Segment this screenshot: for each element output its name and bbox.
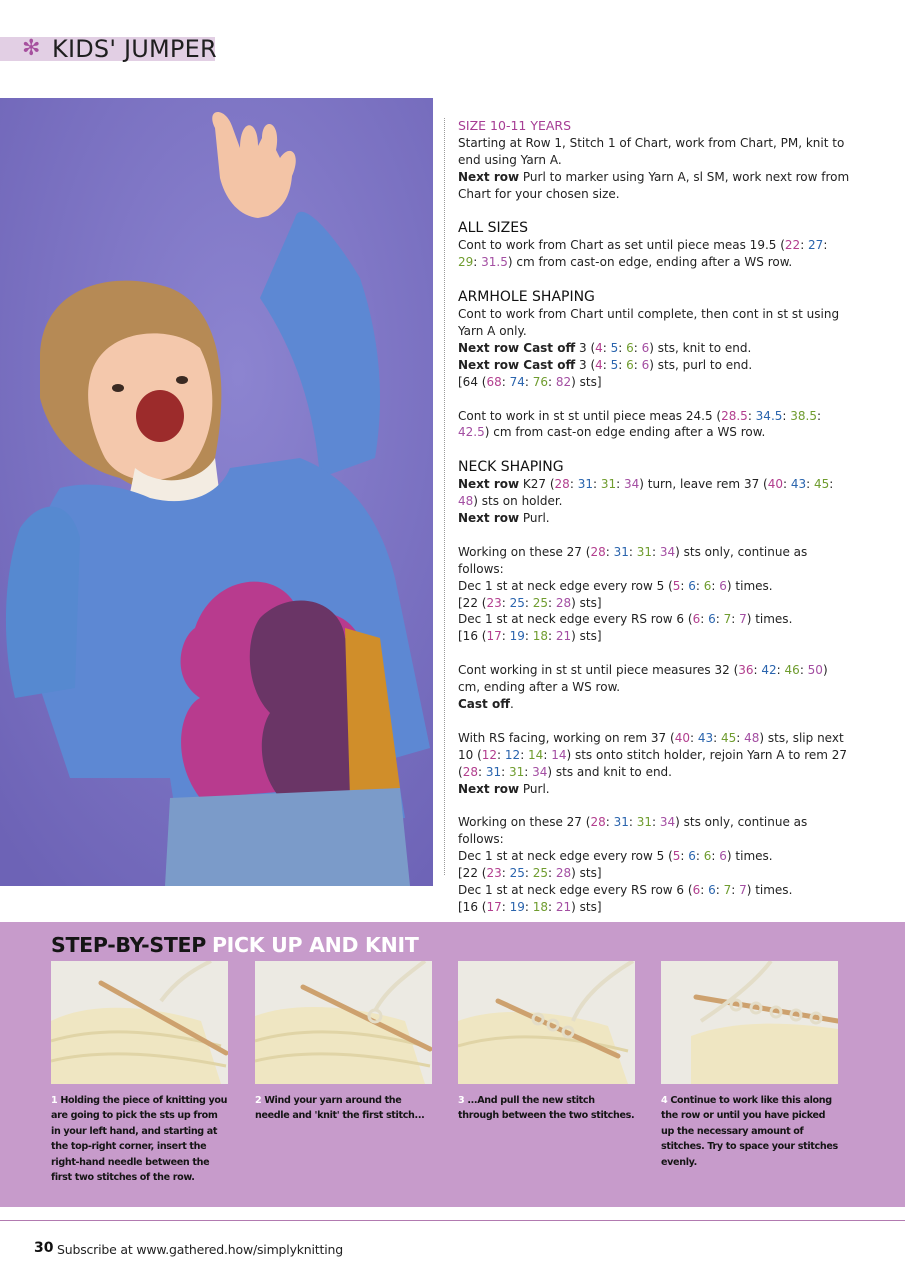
- subscribe-link[interactable]: Subscribe at www.gathered.how/simplyknitting: [57, 1242, 343, 1257]
- flower-star-icon: ✻: [22, 36, 41, 61]
- hero-photo: [0, 98, 433, 886]
- page-title: KIDS' JUMPER: [52, 35, 217, 63]
- armhole-heading: ARMHOLE SHAPING: [458, 289, 595, 306]
- step-1-photo: [51, 961, 228, 1084]
- step-2-caption: 2 Wind your yarn around the needle and 'knit' the first stitch...: [255, 1095, 425, 1122]
- step-2-photo: [255, 961, 432, 1084]
- neck-heading: NECK SHAPING: [458, 459, 564, 476]
- child-jumper-illustration: [0, 98, 433, 886]
- step-by-step-title: STEP-BY-STEP PICK UP AND KNIT: [51, 933, 419, 957]
- all-sizes-heading: ALL SIZES: [458, 220, 528, 237]
- page-number: 30: [34, 1240, 54, 1256]
- pattern-instructions: SIZE 10-11 YEARS Starting at Row 1, Stitch 1 of Chart, work from Chart, PM, knit to end using Yarn A. Next row Purl to marker using Yarn A, sl SM, work next row from Chart for your chosen size. ALL SIZES Cont to work from Chart as set until piece meas 19.5 (22: 27: 29: 31.5) cm from cast-on edge, ending after a WS row. ARMHOLE SHAPING Cont to work from Chart until complete, then cont in st st using Yarn A only. Next row Cast off 3 (4: 5: 6: 6) sts, knit to end. Next row Cast off 3 (4: 5: 6: 6) sts, purl to end. [64 (68: 74: 76: 82) sts] Cont to work in st st until piece meas 24.5 (28.5: 34.5: 38.5: 42.5) cm from cast-on edge ending after a WS row. NECK SHAPING Next row K27 (28: 31: 31: 34) turn, leave rem 37 (40: 43: 45: 48) sts on holder. Next row Purl. Working on these 27 (28: 31: 31: 34) sts only, continue as follows: Dec 1 st at neck edge every row 5 (5: 6: 6: 6) times. [22 (23: 25: 25: 28) sts] Dec 1 st at neck edge every RS row 6 (6: 6: 7: 7) times. [16 (17: 19: 18: 21) sts] Cont working in st st until piece measures 32 (36: 42: 46: 50) cm, ending after a WS row. Cast off. With RS facing, working on rem 37 (40: 43: 45: 48) sts, slip next 10 (12: 12: 14: 14) sts onto stitch holder, rejoin Yarn A to rem 27 (28: 31: 31: 34) sts and knit to end. Next row Purl. Working on these 27 (28: 31: 31: 34) sts only, continue as follows: Dec 1 st at neck edge every row 5 (5: 6: 6: 6) times. [22 (23: 25: 25: 28) sts] Dec 1 st at neck edge every RS row 6 (6: 6: 7: 7) times. [16 (17: 19: 18: 21) sts]: [458, 118, 850, 914]
- step-4-photo: [661, 961, 838, 1084]
- step-1-caption: 1 Holding the piece of knitting you are going to pick the sts up from in your left hand, and starting at the top-right corner, insert the right-hand needle between the first two stitches of the row.: [51, 1095, 228, 1184]
- footer-rule: [0, 1220, 905, 1221]
- column-divider: [444, 118, 445, 875]
- step-3-photo: [458, 961, 635, 1084]
- step-4-caption: 4 Continue to work like this along the row or until you have picked up the necessary amount of stitches. Try to space your stitches evenly.: [661, 1095, 838, 1168]
- step-3-caption: 3 ...And pull the new stitch through between the two stitches.: [458, 1095, 635, 1122]
- size-heading: SIZE 10-11 YEARS: [458, 118, 572, 133]
